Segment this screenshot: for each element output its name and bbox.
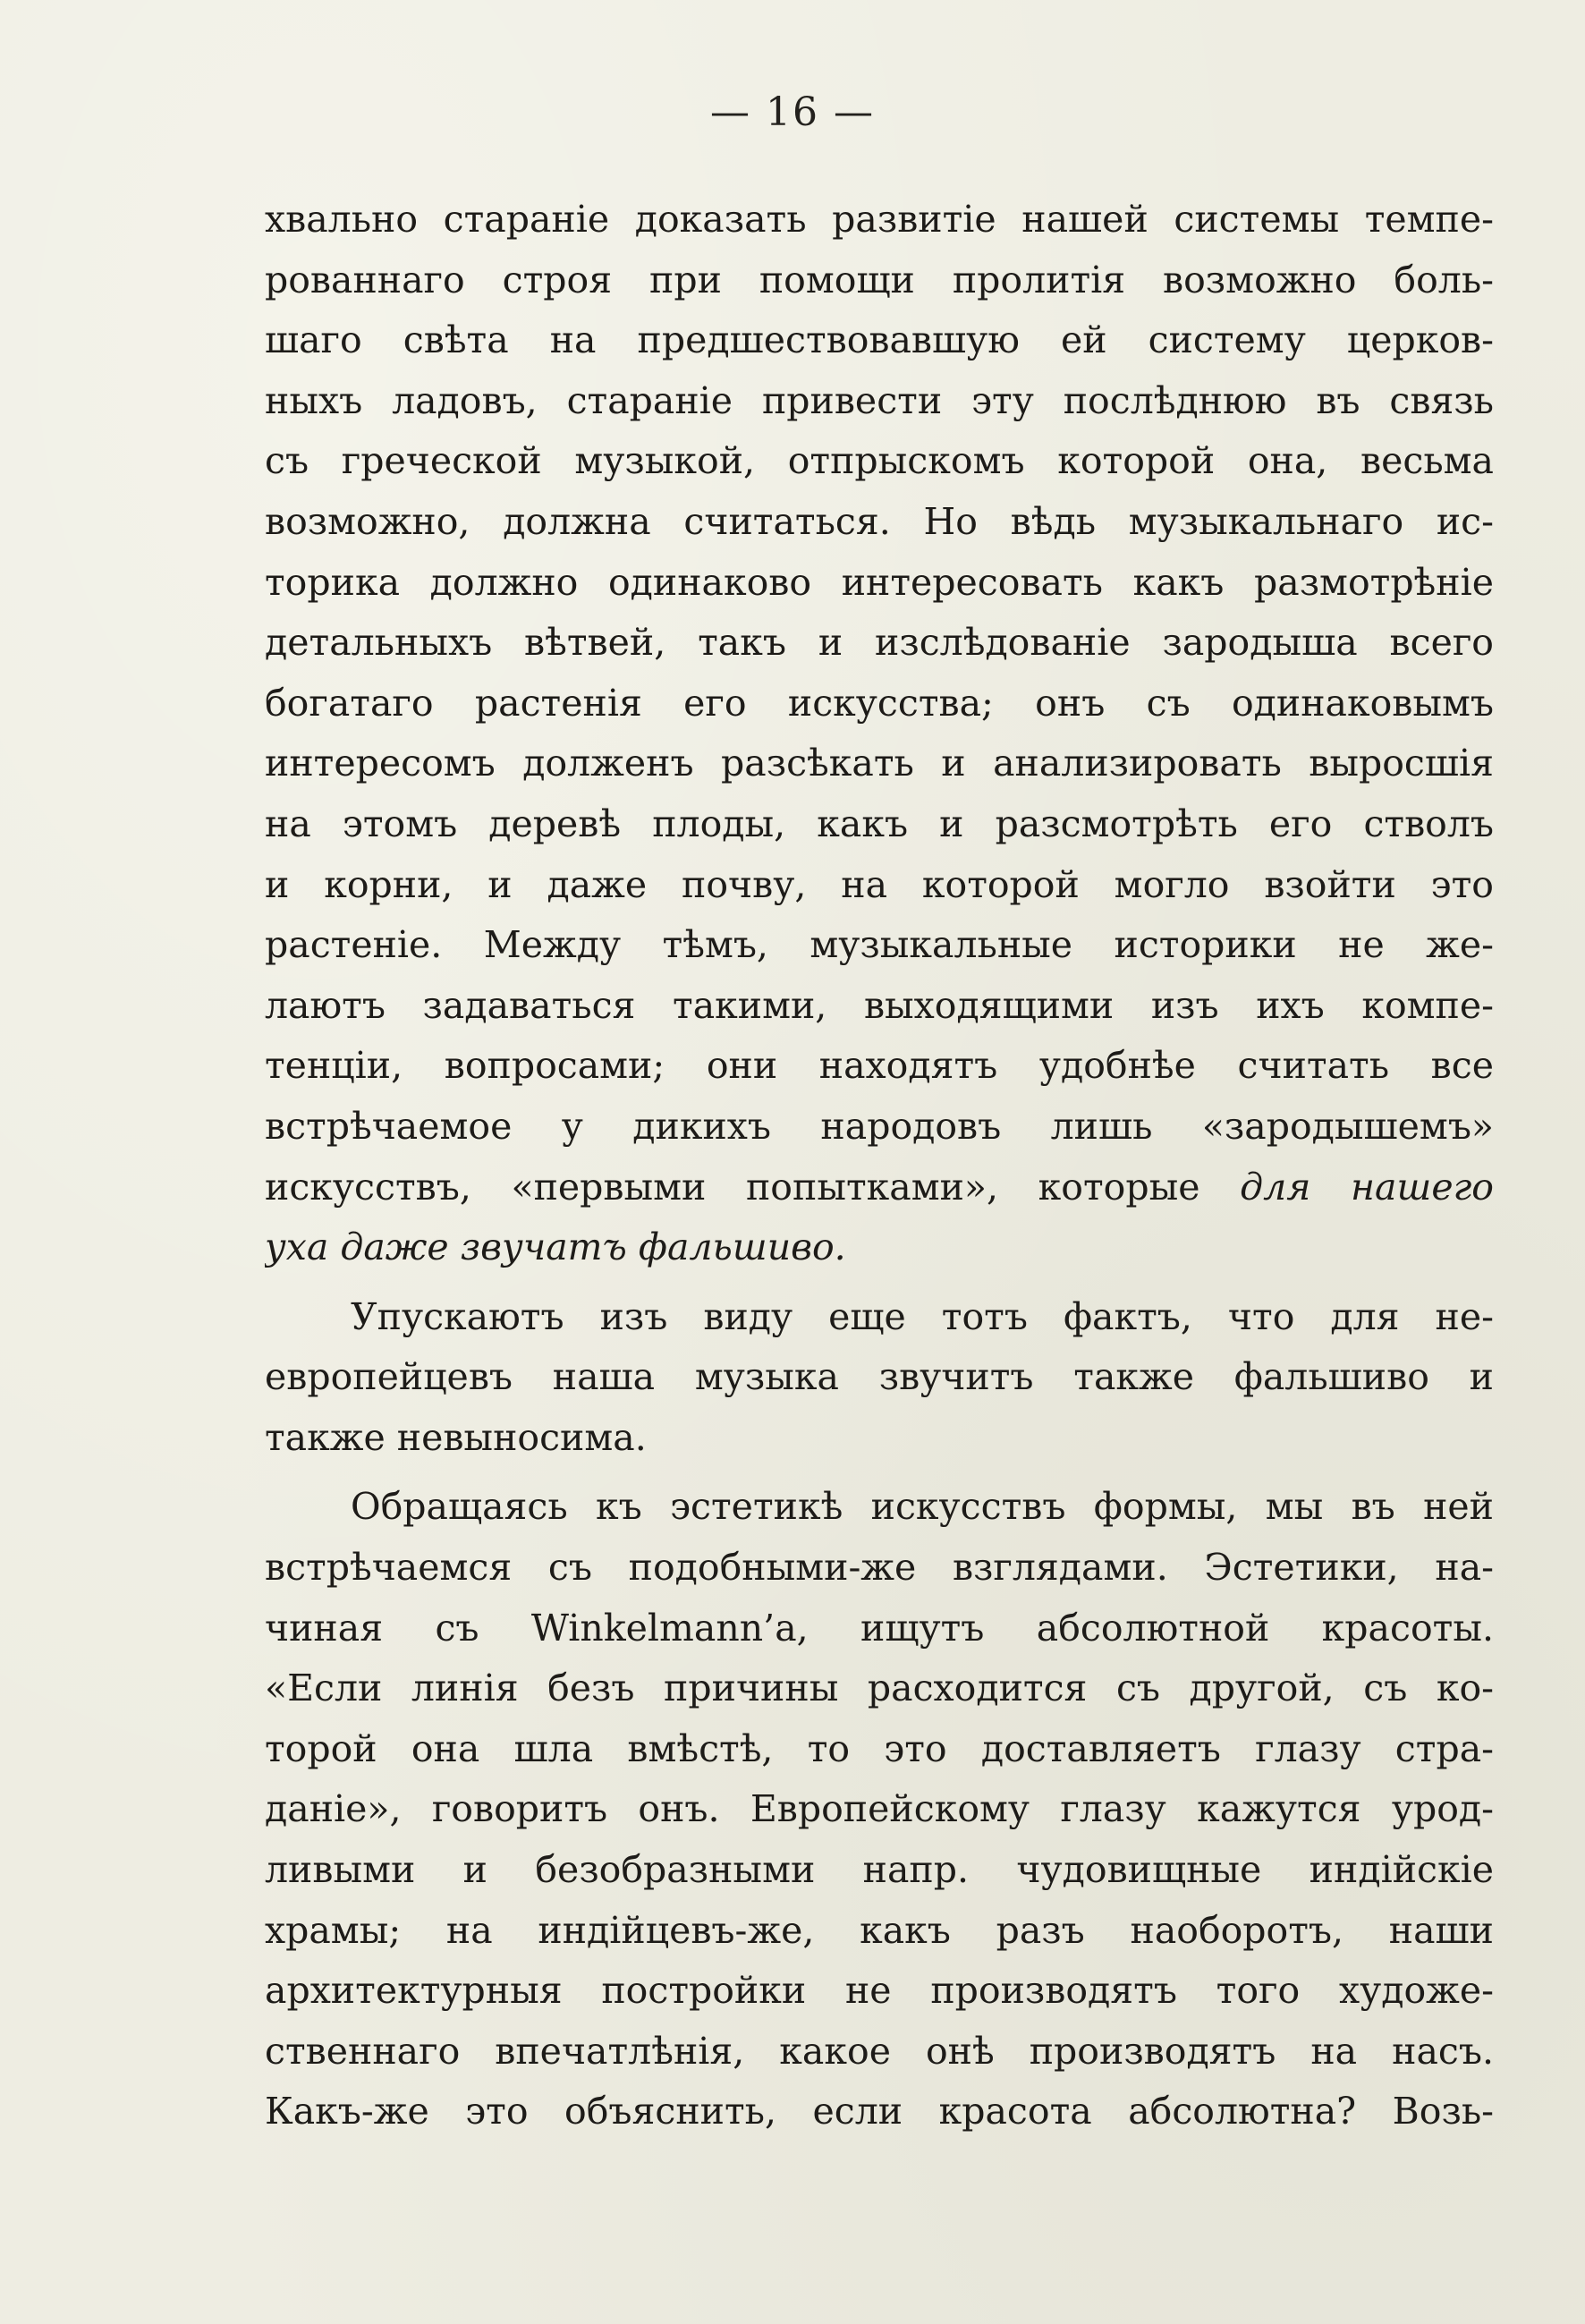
text-line: торика должно одинаково интересовать какъ размотрѣніе bbox=[265, 560, 1494, 604]
text-line: ливыми и безобразными напр. чудовищные индійскіе bbox=[265, 1848, 1494, 1892]
text-line: торой она шла вмѣстѣ, то это доставляетъ глазу стра- bbox=[265, 1726, 1494, 1770]
text-line: рованнаго строя при помощи пролитія возможно боль- bbox=[265, 258, 1494, 301]
text-line: храмы; на индійцевъ-же, какъ разъ наоборотъ, наши bbox=[265, 1908, 1494, 1952]
text-line: на этомъ деревѣ плоды, какъ и разсмотрѣть его стволъ bbox=[265, 802, 1494, 845]
text-line: европейцевъ наша музыка звучитъ также фальшиво и bbox=[265, 1355, 1494, 1399]
text-line: Какъ-же это объяснить, если красота абсолютна? Возь- bbox=[265, 2090, 1494, 2133]
text-segment: искусствъ, «первыми попытками», которые bbox=[265, 1165, 1200, 1209]
paragraph-2 bbox=[265, 1287, 1494, 1469]
text-line: детальныхъ вѣтвей, такъ и изслѣдованіе зародыша всего bbox=[265, 621, 1494, 665]
text-line: также невыносима. bbox=[265, 1415, 647, 1459]
text-line: архитектурныя постройки не производятъ того художе- bbox=[265, 1969, 1494, 2013]
text-line: встрѣчаемое у дикихъ народовъ лишь «зародышемъ» bbox=[265, 1104, 1494, 1148]
italic-text-line: уха даже звучатъ фальшиво. bbox=[265, 1226, 846, 1269]
text-line: богатаго растенія его искусства; онъ съ одинаковымъ bbox=[265, 681, 1494, 725]
text-line: Обращаясь къ эстетикѣ искусствъ формы, мы въ ней bbox=[351, 1485, 1494, 1529]
italic-text-segment: для нашего bbox=[1240, 1165, 1494, 1209]
body-text bbox=[265, 190, 1494, 2142]
paragraph-gap bbox=[265, 1278, 1494, 1287]
paragraph-gap bbox=[265, 1468, 1494, 1477]
text-line: съ греческой музыкой, отпрыскомъ которой она, весьма bbox=[265, 439, 1494, 483]
text-line: и корни, и даже почву, на которой могло взойти это bbox=[265, 862, 1494, 906]
paragraph-3 bbox=[265, 1477, 1494, 2142]
text-line: «Если линія безъ причины расходится съ другой, съ ко- bbox=[265, 1667, 1494, 1710]
text-line-mixed bbox=[265, 1158, 1494, 1218]
text-line: встрѣчаемся съ подобными-же взглядами. Эстетики, на- bbox=[265, 1546, 1494, 1590]
text-line: возможно, должна считаться. Но вѣдь музыкальнаго ис- bbox=[265, 499, 1494, 543]
text-line: растеніе. Между тѣмъ, музыкальные историки не же- bbox=[265, 923, 1494, 967]
text-line: шаго свѣта на предшествовавшую ей систему церков- bbox=[265, 318, 1494, 362]
paragraph-1 bbox=[265, 190, 1494, 1278]
text-line: хвально стараніе доказать развитіе нашей системы темпе- bbox=[265, 198, 1494, 241]
text-line: ныхъ ладовъ, стараніе привести эту послѣднюю въ связь bbox=[265, 378, 1494, 422]
text-line: лаютъ задаваться такими, выходящими изъ ихъ компе- bbox=[265, 983, 1494, 1027]
text-line: тенціи, вопросами; они находятъ удобнѣе считать все bbox=[265, 1044, 1494, 1088]
page-number: — 16 — bbox=[710, 89, 875, 135]
text-line: чиная съ Winkelmann’а, ищутъ абсолютной красоты. bbox=[265, 1606, 1494, 1650]
text-line: интересомъ долженъ разсѣкать и анализировать выросшія bbox=[265, 742, 1494, 785]
text-line: даніе», говоритъ онъ. Европейскому глазу кажутся урод- bbox=[265, 1787, 1494, 1831]
text-line: ственнаго впечатлѣнія, какое онѣ производятъ на насъ. bbox=[265, 2029, 1494, 2073]
text-line: Упускаютъ изъ виду еще тотъ фактъ, что для не- bbox=[351, 1294, 1494, 1338]
